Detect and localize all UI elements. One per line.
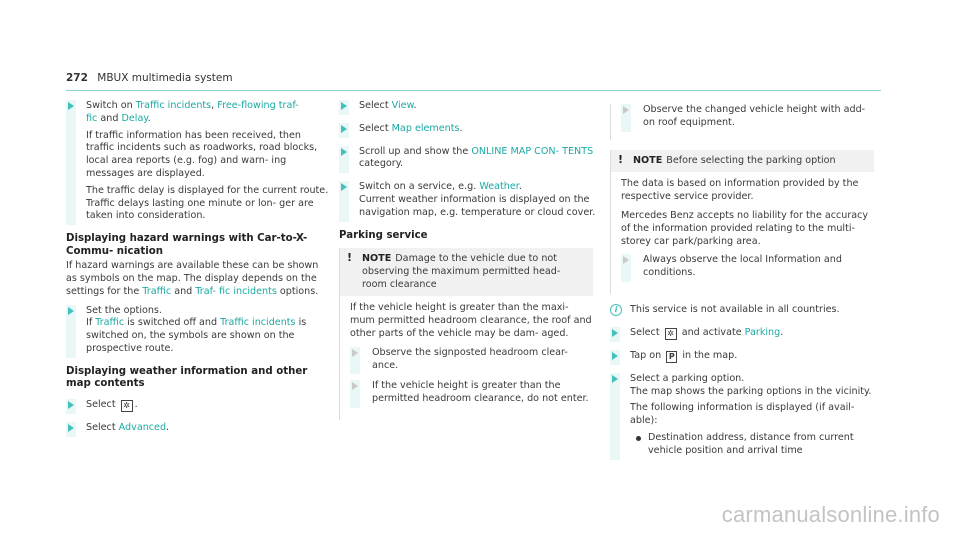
step-arrow-icon	[352, 382, 358, 390]
link-traffic[interactable]: Traffic	[142, 285, 172, 297]
step-description-delay: The traffic delay is displayed for the current route. Traffic delays lasting one minute or lon- ger are taken into consideration.	[86, 184, 329, 222]
link-view[interactable]: View	[391, 100, 414, 111]
step-arrow-icon	[341, 102, 347, 110]
link-parking[interactable]: Parking	[744, 326, 781, 338]
settings-gear-icon[interactable]: ✲	[121, 400, 133, 412]
step-select-parking-option: Select a parking option. The map shows the parking options in the vicinity. The following information is displayed (if avail- able): Destination address, distance from current vehicle position and arrival time	[610, 373, 882, 458]
watermark: carmanualsonline.info	[721, 502, 940, 527]
link-free-flowing-traffic[interactable]: Free-flowing traf-	[217, 100, 299, 111]
hazard-paragraph: If hazard warnings are available these can be shown as symbols on the map. The display depends on the settings for the Traffic and Traf- fic incidents options.	[66, 260, 319, 297]
link-delay[interactable]: Delay	[121, 112, 148, 124]
step-set-options	[66, 305, 332, 356]
heading-hazard-warnings: Displaying hazard warnings with Car-to-X-Commu- nication	[66, 233, 308, 257]
link-traffic-incidents[interactable]: Traffic incidents	[135, 100, 212, 111]
note-step: Always observe the local Information and conditions.	[621, 254, 874, 280]
note-headroom	[339, 248, 601, 420]
step-text: Switch on Traffic incidents, Free-flowing traf- fic and Delay.	[86, 100, 299, 124]
note-title: Before selecting the parking option	[666, 154, 836, 166]
heading-parking-service: Parking service	[339, 229, 428, 241]
link-traffic-incidents-3[interactable]: Traffic incidents	[220, 317, 296, 329]
parking-p-icon[interactable]: P	[666, 351, 677, 363]
column-right	[610, 100, 882, 468]
note-label: NOTE	[633, 154, 663, 166]
step-arrow-icon	[352, 349, 358, 357]
link-traffic-2[interactable]: Traffic	[95, 317, 125, 329]
note-label: NOTE	[362, 253, 392, 265]
note-step: Observe the changed vehicle height with add-on roof equipment.	[621, 104, 874, 130]
step-select-view: Select View.	[339, 100, 601, 113]
step-switch-on-service: Switch on a service, e.g. Weather. Current weather information is displayed on the navigation map, e.g. temperature or cloud cover.	[339, 181, 601, 219]
link-weather[interactable]: Weather	[479, 181, 519, 193]
step-arrow-icon	[612, 352, 618, 360]
info-availability: i This service is not available in all countries.	[610, 304, 882, 317]
step-arrow-icon	[68, 102, 74, 110]
step-arrow-icon	[623, 256, 629, 264]
link-traffic-incidents-2[interactable]: Traf- fic incidents	[195, 285, 277, 297]
warning-icon: !	[618, 152, 624, 166]
step-online-map-contents: Scroll up and show the ONLINE MAP CON- TENTS category.	[339, 146, 601, 172]
step-description: If traffic information has been received, then traffic incidents such as roadworks, road blocks, local area reports (e.g. fog) and warn- ing messages are displayed.	[86, 129, 318, 179]
settings-gear-icon[interactable]: ✲	[665, 328, 677, 340]
step-arrow-icon	[623, 106, 629, 114]
heading-weather-info: Displaying weather information and other map contents	[66, 365, 308, 390]
page-number: 272	[66, 72, 88, 84]
step-arrow-icon	[612, 329, 618, 337]
bullet-item: Destination address, distance from current vehicle position and arrival time	[636, 432, 882, 458]
note-continued	[610, 104, 882, 140]
page-header	[66, 72, 233, 84]
step-switch-on-traffic	[66, 100, 332, 223]
column-middle	[339, 100, 601, 430]
step-select-settings: Select ✲ .	[66, 399, 332, 412]
link-map-elements[interactable]: Map elements	[391, 122, 460, 134]
step-arrow-icon	[341, 125, 347, 133]
step-arrow-icon	[68, 401, 74, 409]
step-activate-parking: Select ✲ and activate Parking.	[610, 327, 882, 340]
step-select-advanced: Select Advanced.	[66, 422, 332, 435]
step-arrow-icon	[68, 424, 74, 432]
step-tap-parking-symbol: Tap on P in the map.	[610, 350, 882, 363]
note-step: If the vehicle height is greater than the permitted headroom clearance, do not enter.	[350, 380, 593, 406]
step-arrow-icon	[341, 183, 347, 191]
step-text: Set the options. If Traffic is switched off and Traffic incidents is switched on, the symbols are shown on the prospective route.	[86, 304, 307, 354]
section-title: MBUX multimedia system	[97, 72, 233, 84]
column-left	[66, 100, 332, 445]
step-arrow-icon	[341, 148, 347, 156]
note-body-text: If the vehicle height is greater than the maxi- mum permitted headroom clearance, the roof and other parts of the vehicle may be dam- aged.	[350, 302, 592, 340]
note-parking: ! NOTE Before selecting the parking option The data is based on information provided by the respective service provider. Mercedes Benz accepts no liability for the accuracy of the information provided relating to the multi-storey car park/parking area. Always observe the local Information and conditions.	[610, 150, 882, 294]
header-divider	[66, 90, 881, 91]
link-advanced[interactable]: Advanced	[118, 421, 167, 433]
link-online-map-contents[interactable]: ONLINE MAP CON- TENTS	[471, 145, 594, 157]
warning-icon: !	[347, 251, 353, 265]
step-arrow-icon	[68, 307, 74, 315]
step-select-map-elements: Select Map elements.	[339, 123, 601, 136]
step-arrow-icon	[612, 375, 618, 383]
info-icon: i	[610, 304, 622, 316]
note-step: Observe the signposted headroom clear- ance.	[350, 347, 593, 373]
note-title: Damage to the vehicle due to not observing the maximum permitted head- room clearance	[362, 253, 561, 290]
